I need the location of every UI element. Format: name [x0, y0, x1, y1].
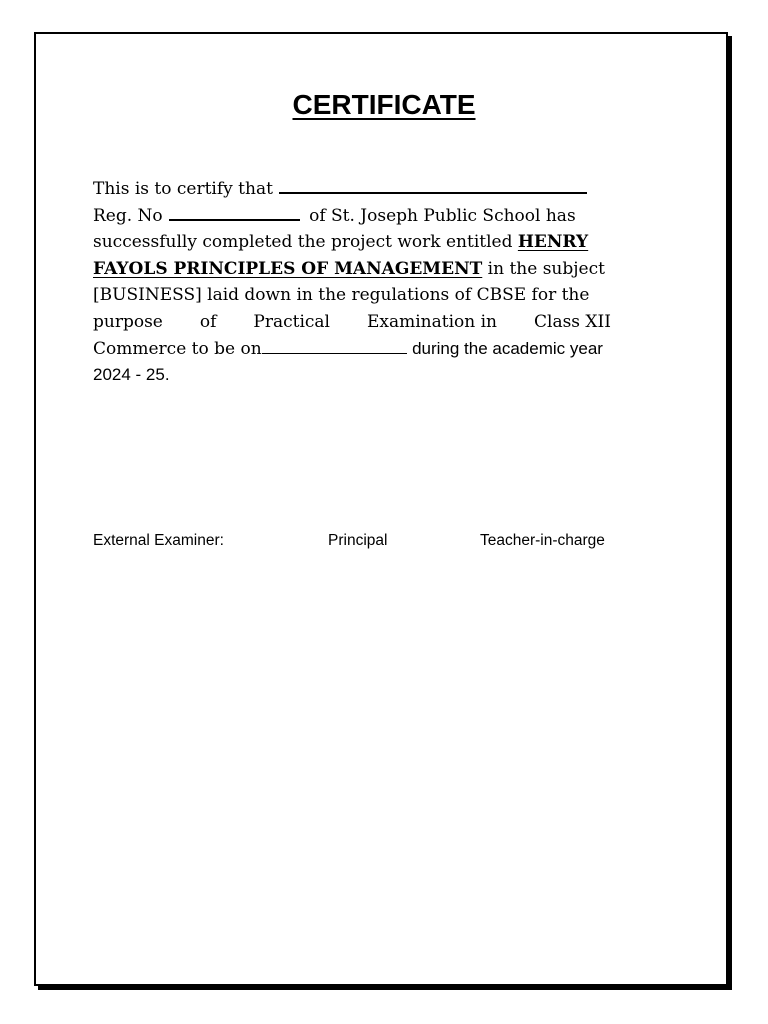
- class-word: Class XII: [534, 311, 611, 332]
- external-examiner-label: External Examiner:: [93, 532, 224, 549]
- body-line-1: [93, 176, 668, 203]
- purpose-word: purpose: [93, 311, 163, 332]
- body-line-7: [93, 336, 668, 363]
- reg-no-label: Reg. No: [93, 205, 163, 226]
- completed-text: successfully completed the project work entitled: [93, 232, 513, 253]
- date-blank: [262, 339, 407, 354]
- of-word: of: [199, 311, 217, 332]
- regulations-text: [BUSINESS] laid down in the regulations of CBSE for the: [93, 285, 590, 306]
- signature-row: [0, 532, 768, 552]
- teacher-in-charge-label: Teacher-in-charge: [480, 532, 605, 549]
- certificate-body: [93, 176, 668, 389]
- commerce-text: Commerce to be on: [93, 338, 262, 359]
- academic-year-text: during the academic year: [412, 338, 603, 358]
- body-line-3: [93, 229, 668, 256]
- practical-word: Practical: [253, 311, 330, 332]
- project-title-part-1: HENRY: [517, 232, 589, 253]
- academic-year-value: 2024 - 25.: [93, 365, 170, 385]
- body-line-5: [93, 282, 668, 309]
- body-line-6: [93, 309, 611, 336]
- project-title-part-2: FAYOLS PRINCIPLES OF MANAGEMENT: [93, 258, 483, 279]
- certify-text: This is to certify that: [93, 179, 273, 199]
- principal-label: Principal: [328, 532, 388, 549]
- body-line-2: [93, 203, 668, 230]
- body-line-4: [93, 256, 668, 283]
- student-name-blank: [279, 178, 587, 194]
- reg-no-blank: [169, 205, 300, 221]
- subject-text: in the subject: [487, 258, 605, 279]
- school-text: of St. Joseph Public School has: [309, 205, 576, 226]
- certificate-title: CERTIFICATE: [292, 89, 476, 120]
- examination-word: Examination in: [366, 311, 497, 332]
- body-line-8: [93, 362, 668, 389]
